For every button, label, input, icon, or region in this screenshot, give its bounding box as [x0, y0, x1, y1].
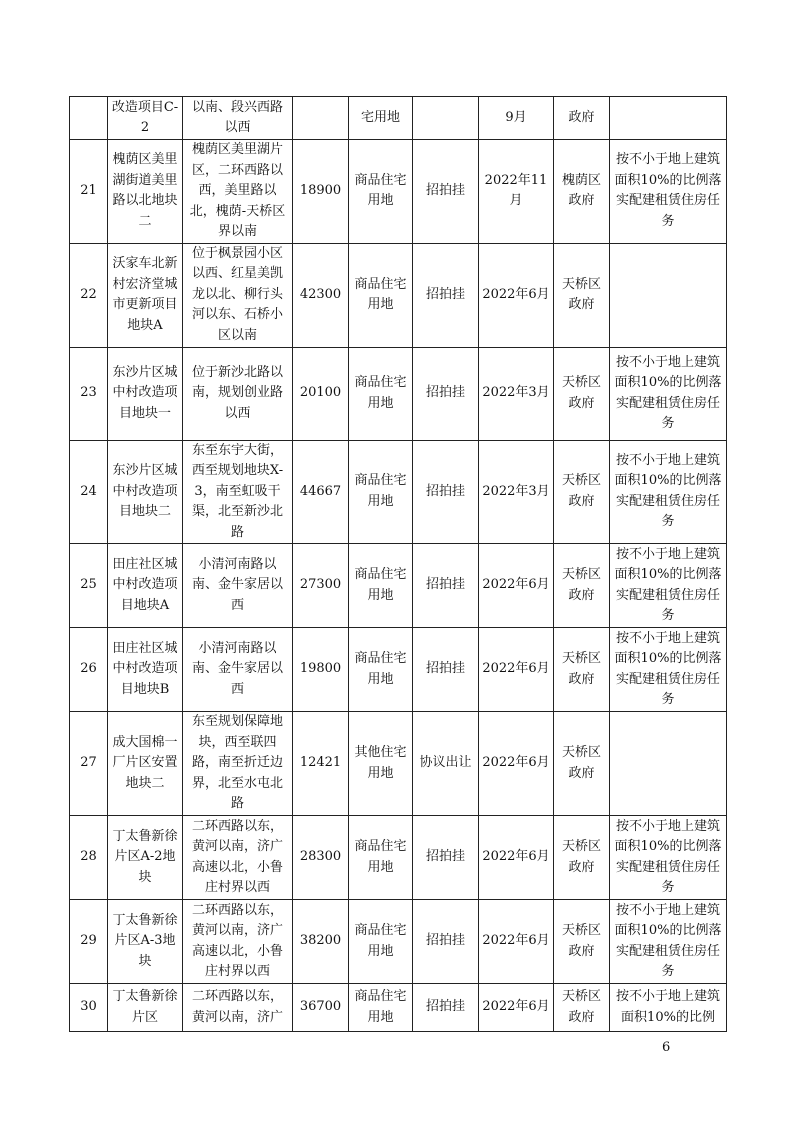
cell-time: 2022年3月	[479, 347, 554, 440]
cell-no	[70, 97, 108, 140]
cell-no: 25	[70, 544, 108, 628]
cell-name: 丁太鲁新徐片区	[108, 984, 183, 1032]
cell-area: 12421	[293, 712, 349, 816]
cell-note: 按不小于地上建筑面积10%的比例落实配建租赁住房任务	[610, 628, 727, 712]
cell-dept: 政府	[554, 97, 610, 140]
cell-type: 商品住宅用地	[349, 440, 413, 544]
cell-location: 以南、段兴西路以西	[183, 97, 293, 140]
cell-location: 位于枫景园小区以西、红星美凯龙以北、柳行头河以东、石桥小区以南	[183, 243, 293, 347]
cell-location: 槐荫区美里湖片区，二环西路以西，美里路以北，槐荫-天桥区界以南	[183, 140, 293, 244]
cell-method: 招拍挂	[413, 628, 479, 712]
cell-method: 招拍挂	[413, 140, 479, 244]
cell-no: 26	[70, 628, 108, 712]
cell-time: 9月	[479, 97, 554, 140]
cell-note: 按不小于地上建筑面积10%的比例落实配建租赁住房任务	[610, 347, 727, 440]
cell-time: 2022年6月	[479, 544, 554, 628]
cell-type: 商品住宅用地	[349, 816, 413, 900]
cell-time: 2022年6月	[479, 900, 554, 984]
table-row	[70, 544, 727, 628]
cell-time: 2022年11月	[479, 140, 554, 244]
cell-area: 19800	[293, 628, 349, 712]
table-row	[70, 243, 727, 347]
cell-dept: 天桥区政府	[554, 440, 610, 544]
cell-dept: 天桥区政府	[554, 984, 610, 1032]
cell-note: 按不小于地上建筑面积10%的比例落实配建租赁住房任务	[610, 544, 727, 628]
cell-type: 宅用地	[349, 97, 413, 140]
land-supply-table	[69, 96, 727, 1032]
cell-method: 招拍挂	[413, 816, 479, 900]
cell-method: 招拍挂	[413, 243, 479, 347]
table-row	[70, 97, 727, 140]
cell-dept: 天桥区政府	[554, 347, 610, 440]
cell-dept: 天桥区政府	[554, 544, 610, 628]
cell-name: 东沙片区城中村改造项目地块二	[108, 440, 183, 544]
cell-type: 其他住宅用地	[349, 712, 413, 816]
cell-note: 按不小于地上建筑面积10%的比例落实配建租赁住房任务	[610, 816, 727, 900]
cell-area: 44667	[293, 440, 349, 544]
cell-method: 招拍挂	[413, 544, 479, 628]
cell-name: 田庄社区城中村改造项目地块A	[108, 544, 183, 628]
cell-method: 招拍挂	[413, 440, 479, 544]
cell-type: 商品住宅用地	[349, 900, 413, 984]
cell-note: 按不小于地上建筑面积10%的比例落实配建租赁住房任务	[610, 900, 727, 984]
cell-note: 按不小于地上建筑面积10%的比例落实配建租赁住房任务	[610, 140, 727, 244]
cell-method: 协议出让	[413, 712, 479, 816]
table-row	[70, 628, 727, 712]
cell-time: 2022年6月	[479, 712, 554, 816]
cell-method: 招拍挂	[413, 984, 479, 1032]
table-row	[70, 900, 727, 984]
cell-area: 42300	[293, 243, 349, 347]
cell-type: 商品住宅用地	[349, 243, 413, 347]
table-row	[70, 712, 727, 816]
table-row	[70, 816, 727, 900]
cell-dept: 槐荫区政府	[554, 140, 610, 244]
cell-method: 招拍挂	[413, 900, 479, 984]
cell-dept: 天桥区政府	[554, 243, 610, 347]
cell-dept: 天桥区政府	[554, 816, 610, 900]
cell-no: 24	[70, 440, 108, 544]
table-row	[70, 347, 727, 440]
table-body	[70, 97, 727, 1032]
cell-method: 招拍挂	[413, 347, 479, 440]
cell-location: 二环西路以东，黄河以南，济广高速以北，小鲁庄村界以西	[183, 816, 293, 900]
cell-location: 二环西路以东，黄河以南，济广高速以北，小鲁庄村界以西	[183, 900, 293, 984]
cell-location: 位于新沙北路以南，规划创业路以西	[183, 347, 293, 440]
cell-type: 商品住宅用地	[349, 544, 413, 628]
cell-type: 商品住宅用地	[349, 140, 413, 244]
cell-method	[413, 97, 479, 140]
table-row	[70, 440, 727, 544]
cell-name: 东沙片区城中村改造项目地块一	[108, 347, 183, 440]
cell-note	[610, 243, 727, 347]
table-row	[70, 140, 727, 244]
cell-area: 18900	[293, 140, 349, 244]
cell-note	[610, 712, 727, 816]
cell-note: 按不小于地上建筑面积10%的比例落实配建租赁住房任务	[610, 440, 727, 544]
cell-time: 2022年6月	[479, 628, 554, 712]
page-number: 6	[662, 1040, 671, 1055]
cell-type: 商品住宅用地	[349, 347, 413, 440]
cell-name: 槐荫区美里湖街道美里路以北地块二	[108, 140, 183, 244]
cell-note	[610, 97, 727, 140]
cell-dept: 天桥区政府	[554, 712, 610, 816]
cell-location: 东至东宇大街，西至规划地块X-3，南至虹吸干渠，北至新沙北路	[183, 440, 293, 544]
cell-no: 30	[70, 984, 108, 1032]
cell-no: 29	[70, 900, 108, 984]
table-row	[70, 984, 727, 1032]
cell-type: 商品住宅用地	[349, 984, 413, 1032]
cell-name: 田庄社区城中村改造项目地块B	[108, 628, 183, 712]
cell-location: 东至规划保障地块，西至联四路，南至折迁边界，北至水屯北路	[183, 712, 293, 816]
cell-name: 改造项目C-2	[108, 97, 183, 140]
cell-location: 二环西路以东，黄河以南，济广	[183, 984, 293, 1032]
cell-area: 28300	[293, 816, 349, 900]
cell-area	[293, 97, 349, 140]
cell-no: 27	[70, 712, 108, 816]
cell-area: 27300	[293, 544, 349, 628]
cell-time: 2022年6月	[479, 243, 554, 347]
cell-area: 36700	[293, 984, 349, 1032]
cell-type: 商品住宅用地	[349, 628, 413, 712]
cell-area: 38200	[293, 900, 349, 984]
cell-name: 沃家车北新村宏济堂城市更新项目地块A	[108, 243, 183, 347]
cell-no: 28	[70, 816, 108, 900]
cell-name: 丁太鲁新徐片区A-2地块	[108, 816, 183, 900]
cell-time: 2022年3月	[479, 440, 554, 544]
cell-note: 按不小于地上建筑面积10%的比例	[610, 984, 727, 1032]
cell-name: 成大国棉一厂片区安置地块二	[108, 712, 183, 816]
cell-location: 小清河南路以南、金牛家居以西	[183, 628, 293, 712]
cell-no: 22	[70, 243, 108, 347]
cell-location: 小清河南路以南、金牛家居以西	[183, 544, 293, 628]
cell-time: 2022年6月	[479, 984, 554, 1032]
cell-no: 23	[70, 347, 108, 440]
cell-name: 丁太鲁新徐片区A-3地块	[108, 900, 183, 984]
cell-no: 21	[70, 140, 108, 244]
cell-time: 2022年6月	[479, 816, 554, 900]
cell-dept: 天桥区政府	[554, 628, 610, 712]
cell-dept: 天桥区政府	[554, 900, 610, 984]
cell-area: 20100	[293, 347, 349, 440]
